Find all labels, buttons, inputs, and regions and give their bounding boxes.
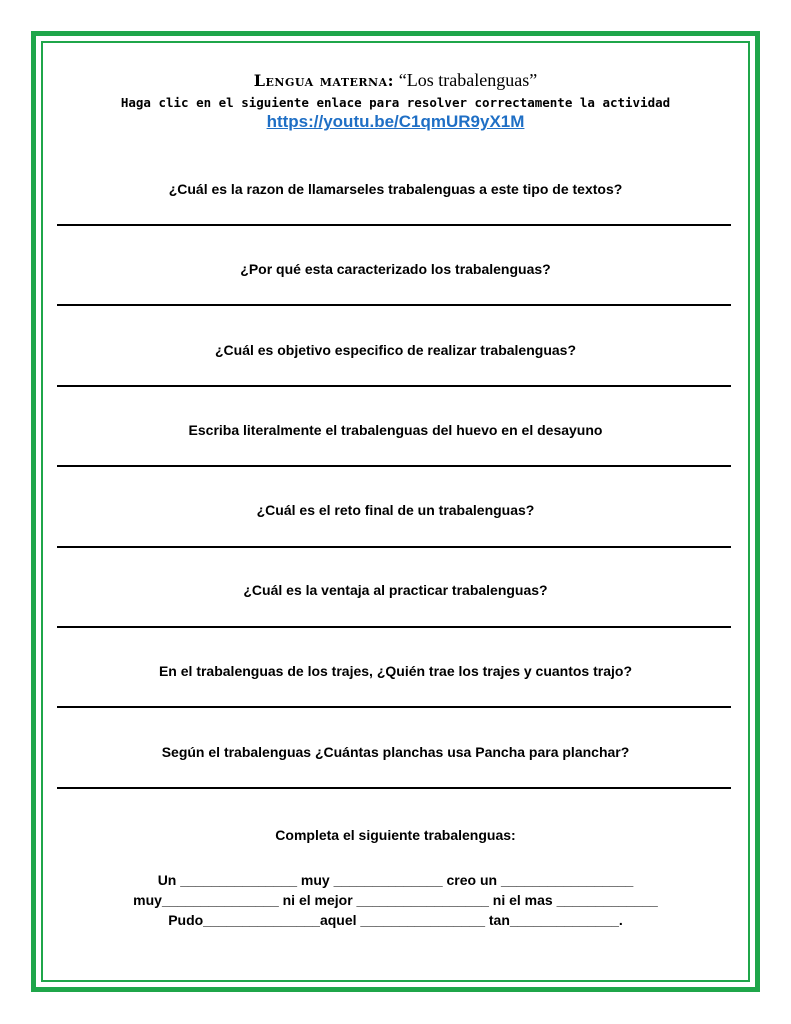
question-5: ¿Cuál es el reto final de un trabalenguas? [256, 502, 535, 518]
question-3: ¿Cuál es objetivo especifico de realizar trabalenguas? [214, 342, 576, 358]
question-1: ¿Cuál es la razon de llamarseles trabalenguas a este tipo de textos? [168, 181, 623, 197]
question-7: En el trabalenguas de los trajes, ¿Quién trae los trajes y cuantos trajo? [158, 663, 633, 679]
worksheet-title [0, 70, 791, 91]
answer-line-7[interactable] [57, 706, 731, 708]
title-subject: Lengua materna: [253, 71, 395, 90]
question-2: ¿Por qué esta caracterizado los trabalenguas? [240, 261, 551, 277]
video-link[interactable]: https://youtu.be/C1qmUR9yX1M [266, 112, 525, 131]
answer-line-1[interactable] [57, 224, 731, 226]
answer-line-4[interactable] [57, 465, 731, 467]
question-8: Según el trabalenguas ¿Cuántas planchas usa Pancha para planchar? [161, 744, 630, 760]
answer-line-2[interactable] [57, 304, 731, 306]
answer-line-3[interactable] [57, 385, 731, 387]
answer-line-6[interactable] [57, 626, 731, 628]
question-6: ¿Cuál es la ventaja al practicar trabalenguas? [243, 582, 548, 598]
answer-line-5[interactable] [57, 546, 731, 548]
completion-line-1[interactable]: Un _______________ muy ______________ creo un _________________ [157, 872, 634, 888]
completion-line-3[interactable]: Pudo_______________aquel ________________ tan______________. [168, 912, 623, 928]
completion-prompt: Completa el siguiente trabalenguas: [275, 827, 516, 843]
completion-line-2[interactable]: muy_______________ ni el mejor _________________ ni el mas _____________ [133, 892, 658, 908]
title-topic: “Los trabalenguas” [398, 70, 538, 90]
question-4: Escriba literalmente el trabalenguas del huevo en el desayuno [188, 422, 603, 438]
instruction-text: Haga clic en el siguiente enlace para resolver correctamente la actividad [120, 95, 671, 110]
answer-line-8[interactable] [57, 787, 731, 789]
